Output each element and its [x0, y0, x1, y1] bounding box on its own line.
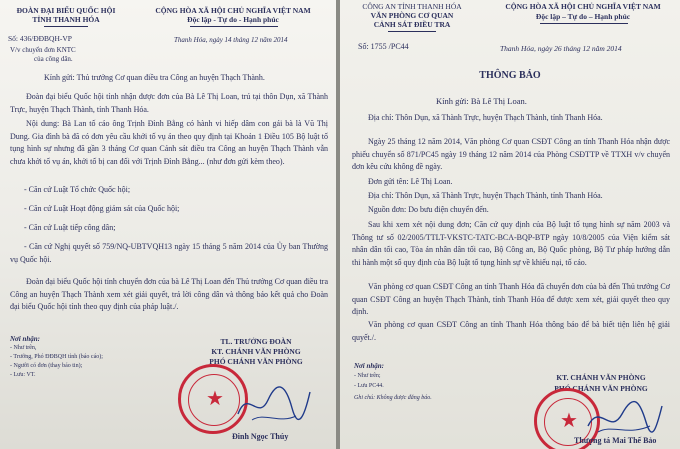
right-recipient: Kính gửi: Bà Lê Thị Loan.	[436, 96, 527, 106]
left-document	[0, 0, 336, 449]
right-sign-line2: PHÓ CHÁNH VĂN PHÒNG	[554, 384, 648, 393]
right-title: THÔNG BÁO	[479, 70, 541, 81]
right-official-stamp: ★	[534, 388, 600, 449]
left-org-line1: ĐOÀN ĐẠI BIỂU QUỐC HỘI	[16, 6, 116, 15]
left-place-date: Thanh Hóa, ngày 14 tháng 12 năm 2014	[174, 36, 288, 44]
right-body-paragraph-2: Sau khi xem xét nội dung đơn; Căn cứ quy định của Bộ luật tố tụng hình sự năm 2003 và Thông tư số 02/2005/TTLT-VKSTC-TATC-BCA-BQP-BTP ngày 10/8/2005 của Viện kiểm sát nhân dân tối cao, Tòa án nhân dân tối cao, Bộ Công an, Bộ Quốc phòng, Bộ Tư pháp hướng dẫn thi hành một số quy định của Bộ luật tố tụng hình sự về khiếu nại, tố cáo.	[352, 220, 670, 267]
left-body-paragraph-1: Đoàn đại biểu Quốc hội tỉnh nhận được đơn của Bà Lê Thị Loan, trú tại thôn Dụn, xã Thành Trực, huyện Thạch Thành, tỉnh Thanh Hóa.	[10, 92, 328, 114]
left-sign-line1: TL. TRƯỞNG ĐOÀN	[220, 337, 292, 346]
left-basis-3: - Căn cứ Luật tiếp công dân;	[24, 223, 116, 232]
right-place-date: Thanh Hóa, ngày 26 tháng 12 năm 2014	[500, 44, 622, 53]
left-sign-line3: PHÓ CHÁNH VĂN PHÒNG	[209, 357, 303, 366]
left-signature	[234, 378, 314, 428]
left-body-paragraph-2: Nội dung: Bà Lan tố cáo ông Trịnh Đình Bằng có hành vi hiếp dâm con gái bà là Vũ Thị Dung. Gia đình bà đã có đơn yêu cầu khởi tố vụ án theo quy định tại Khoản 1 Điều 105 Bộ luật tố tụng hình sự nhưng đã gần 3 tháng Cơ quan Cảnh sát điều tra Công an huyện Thạch Thành vẫn chưa khởi tố vụ án, khởi tố bị can đối với Trịnh Đình Bằng... (như đơn gửi kèm theo).	[10, 119, 328, 166]
right-recipient-item: - Như trên;	[354, 373, 381, 379]
right-recipient-item: - Lưu PC44.	[354, 383, 384, 389]
left-recipients-title: Nơi nhận:	[10, 335, 41, 343]
right-sender-address: Địa chỉ: Thôn Dụn, xã Thành Trực, huyện Thạch Thành, tỉnh Thanh Hóa.	[368, 191, 603, 200]
left-subject-line1: V/v chuyển đơn KNTC	[10, 46, 76, 54]
left-doc-number: Số: 436/ĐĐBQH-VP	[8, 34, 72, 43]
left-recipient: Kính gửi: Thủ trưởng Cơ quan điều tra Công an huyện Thạch Thành.	[44, 73, 265, 82]
right-body-paragraph-1: Ngày 25 tháng 12 năm 2014, Văn phòng Cơ quan CSĐT Công an tỉnh Thanh Hóa nhận được phiếu chuyển số 871/PC45 ngày 19 tháng 12 năm 2014 của Phòng CSĐTTP về TTXH v/v chuyển đơn kêu cứu không đề ngày.	[352, 137, 670, 172]
right-recipients-title: Nơi nhận:	[354, 362, 385, 370]
left-recipient-item: - Lưu: VT.	[10, 372, 36, 378]
left-subject-line2: của công dân.	[34, 55, 73, 63]
left-recipient-item: - Như trên,	[10, 345, 37, 351]
right-org-line2: VĂN PHÒNG CƠ QUAN	[370, 11, 454, 20]
left-body-paragraph-3: Đoàn đại biểu Quốc hội tỉnh chuyển đơn của bà Lê Thị Loan đến Thủ trưởng Cơ quan điều tra Công an huyện Thạch Thành xem xét giải quyết, trả lời công dân và thông báo kết quả cho Đoàn đại biểu Quốc hội tỉnh theo quy định của pháp luật./.	[10, 277, 328, 312]
left-org-line2: TỈNH THANH HÓA	[32, 15, 100, 24]
right-body-paragraph-3: Văn phòng cơ quan CSĐT Công an tỉnh Thanh Hóa đã chuyển đơn của bà đến Thủ trưởng Cơ quan CSĐT Công an huyện Thạch Thành, tỉnh Thanh Hóa để được xem xét, giải quyết theo quy định.	[352, 282, 670, 317]
left-sign-line2: KT. CHÁNH VĂN PHÒNG	[211, 347, 301, 356]
right-recipients-note: Ghi chú: Không được đăng báo.	[354, 395, 432, 401]
left-signer-name: Đinh Ngọc Thúy	[232, 432, 289, 441]
left-nation-underline	[190, 26, 278, 27]
right-org-line1: CÔNG AN TỈNH THANH HÓA	[362, 2, 462, 11]
left-nation-line1: CỘNG HÒA XÃ HỘI CHỦ NGHĨA VIỆT NAM	[155, 6, 311, 15]
right-org-underline	[388, 31, 436, 32]
left-org-underline	[44, 26, 88, 27]
left-basis-2: - Căn cứ Luật Hoạt động giám sát của Quốc hội;	[24, 204, 180, 213]
right-source: Nguồn đơn: Do bưu điện chuyển đến.	[368, 205, 489, 214]
right-nation-underline	[540, 23, 628, 24]
right-sign-line1: KT. CHÁNH VĂN PHÒNG	[556, 373, 646, 382]
right-body-paragraph-4: Văn phòng cơ quan CSĐT Công an tỉnh Thanh Hóa thông báo để bà biết tiện liên hệ giải quyết./.	[352, 320, 670, 342]
right-nation-line1: CỘNG HÒA XÃ HỘI CHỦ NGHĨA VIỆT NAM	[505, 2, 661, 11]
right-org-line3: CẢNH SÁT ĐIỀU TRA	[373, 20, 451, 29]
right-sender-name: Đơn gửi tên: Lê Thị Loan.	[368, 177, 453, 186]
right-doc-number: Số: 1755 /PC44	[358, 42, 409, 51]
right-address: Địa chỉ: Thôn Dụn, xã Thành Trực, huyện Thạch Thành, tỉnh Thanh Hóa.	[368, 113, 603, 122]
left-basis-1: - Căn cứ Luật Tổ chức Quốc hội;	[24, 185, 131, 194]
right-nation-line2: Độc lập – Tự do – Hạnh phúc	[535, 12, 631, 21]
left-nation-line2: Độc lập - Tự do - Hạnh phúc	[187, 15, 279, 24]
left-official-stamp: ★	[178, 364, 248, 434]
right-document	[340, 0, 680, 449]
left-recipient-item: - Trưởng, Phó ĐĐBQH tỉnh (báo cáo);	[10, 354, 103, 360]
left-basis-4: - Căn cứ Nghị quyết số 759/NQ-UBTVQH13 ngày 15 tháng 5 năm 2014 của Ủy ban Thường vụ Quốc hội.	[10, 242, 328, 264]
left-recipient-item: - Người có đơn (thay báo tin);	[10, 363, 83, 369]
right-signature	[584, 396, 664, 440]
right-signer-name: Thượng tá Mai Thế Bảo	[574, 436, 657, 445]
